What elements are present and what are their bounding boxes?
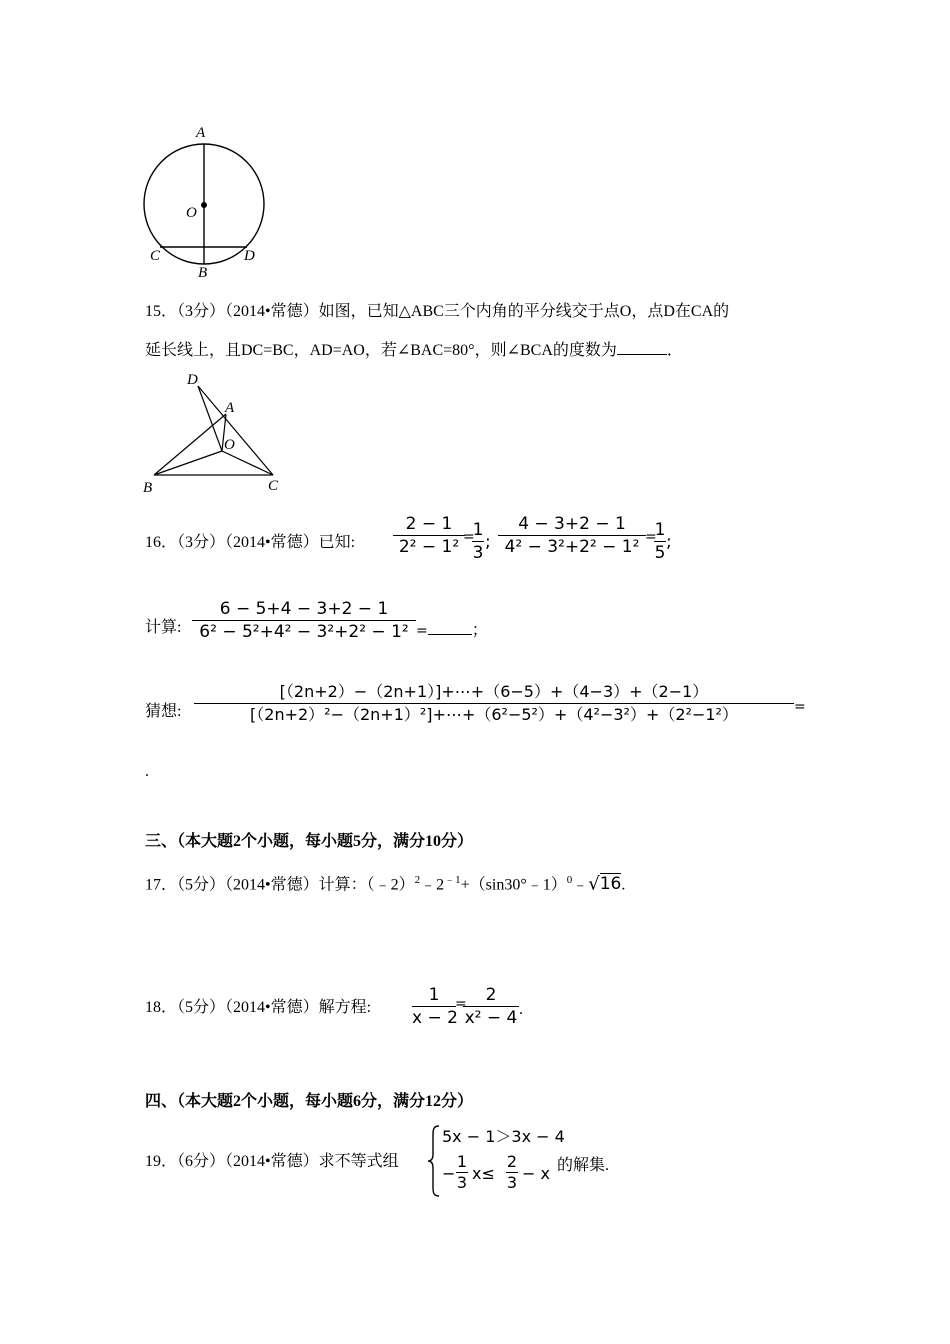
q19-end: 的解集. bbox=[557, 1157, 610, 1174]
q17-exp1: 2 bbox=[414, 874, 421, 886]
q16-calc-fraction bbox=[192, 598, 416, 643]
center-point bbox=[201, 202, 207, 208]
q16-f1-num: 2 − 1 bbox=[405, 514, 453, 534]
label-c2: C bbox=[268, 478, 279, 494]
q18-eq: = bbox=[455, 996, 467, 1012]
q16-eq2: = bbox=[645, 529, 657, 545]
q18-end: . bbox=[519, 1001, 523, 1018]
q16-calc-eq: = bbox=[416, 623, 428, 639]
side-ba bbox=[154, 414, 226, 475]
label-c: C bbox=[150, 248, 161, 264]
q16-result-2 bbox=[654, 519, 666, 564]
q18-r-num: 2 bbox=[485, 985, 497, 1005]
q18-intro: 18．（5分）（2014•常德）解方程: bbox=[145, 999, 372, 1016]
q16-f2-den: 4² − 3²+2² − 1² bbox=[504, 537, 640, 557]
q19-ineq2-post: − x bbox=[522, 1164, 550, 1183]
q19-ineq2-pre: − bbox=[442, 1164, 456, 1183]
label-o2: O bbox=[224, 437, 235, 453]
q17-end: . bbox=[621, 876, 626, 894]
q18-right-fraction bbox=[463, 984, 519, 1029]
q18-l-den: x − 2 bbox=[412, 1008, 458, 1028]
q16-calc-num: 6 − 5+4 − 3+2 − 1 bbox=[219, 599, 389, 619]
q16-calc-label: 计算: bbox=[145, 619, 182, 636]
q16-intro: 16．（3分）（2014•常德）已知: bbox=[145, 534, 356, 551]
q17-t3: +（sin30°﹣1） bbox=[460, 876, 567, 894]
line-bo bbox=[154, 451, 222, 475]
line-co bbox=[222, 451, 273, 475]
q19-intro: 19．（6分）（2014•常德）求不等式组 bbox=[145, 1153, 399, 1170]
sqrt-icon: √ bbox=[588, 873, 600, 895]
line-cd bbox=[198, 386, 273, 475]
q16-fraction-1 bbox=[393, 513, 465, 558]
circle-figure bbox=[135, 120, 275, 285]
q17-text: 17．（5分）（2014•常德）计算：（﹣2） bbox=[145, 876, 415, 894]
label-o: O bbox=[186, 205, 197, 221]
label-d2: D bbox=[187, 372, 198, 388]
q17-exp3: 0 bbox=[566, 874, 573, 886]
q16-r1-den: 3 bbox=[472, 543, 484, 563]
q19-f1-den: 3 bbox=[456, 1173, 468, 1192]
q16-result-1 bbox=[472, 519, 484, 564]
q16-guess-label: 猜想: bbox=[145, 703, 182, 720]
label-a2: A bbox=[225, 400, 235, 416]
q19-inequality-2 bbox=[442, 1152, 552, 1196]
q17-radicand: 16 bbox=[599, 874, 622, 895]
q16-guess-dot: . bbox=[145, 763, 149, 780]
q16-sep: ; bbox=[485, 532, 491, 552]
left-brace-icon bbox=[427, 1124, 441, 1198]
label-b: B bbox=[198, 265, 208, 281]
section-3-heading: 三、（本大题2个小题，每小题5分，满分10分） bbox=[145, 833, 474, 850]
q17-line bbox=[145, 870, 625, 895]
q17-t2: ﹣2 bbox=[420, 876, 445, 894]
q19-ineq2-mid: x≤ bbox=[472, 1164, 495, 1183]
q17-t4: ﹣ bbox=[572, 876, 589, 894]
q19-f2-den: 3 bbox=[506, 1173, 518, 1192]
q18-l-num: 1 bbox=[428, 985, 440, 1005]
q16-guess-fraction bbox=[194, 681, 794, 726]
q16-r1-num: 1 bbox=[472, 520, 484, 540]
q19-inequality-1: 5x − 1＞3x − 4 bbox=[442, 1127, 565, 1146]
q16-fraction-2 bbox=[498, 513, 646, 558]
q18-r-den: x² − 4 bbox=[464, 1008, 518, 1028]
label-d: D bbox=[244, 248, 255, 264]
q16-calc-blank bbox=[428, 620, 472, 635]
q19-frac-1 bbox=[456, 1152, 468, 1193]
q15-line1: 15．（3分）（2014•常德）如图，已知△ABC三个内角的平分线交于点O，点D在CA的 bbox=[145, 303, 730, 320]
q16-guess-eq: = bbox=[794, 699, 806, 715]
q16-calc-end: ； bbox=[471, 622, 488, 639]
q19-frac-2 bbox=[506, 1152, 518, 1193]
q15-answer-blank bbox=[617, 354, 667, 355]
q19-f1-num: 1 bbox=[456, 1152, 468, 1171]
q16-f1-den: 2² − 1² bbox=[398, 537, 460, 557]
q16-eq1: = bbox=[463, 529, 475, 545]
q17-exp2: ﹣1 bbox=[444, 874, 461, 886]
q16-sep2: ; bbox=[666, 532, 672, 552]
label-a: A bbox=[196, 125, 206, 141]
label-b2: B bbox=[143, 480, 153, 496]
section-4-heading: 四、（本大题2个小题，每小题6分，满分12分） bbox=[145, 1093, 474, 1110]
q19-f2-num: 2 bbox=[506, 1152, 518, 1171]
q16-r2-den: 5 bbox=[654, 543, 666, 563]
q16-guess-den: [（2n+2）²−（2n+1）²]+⋯+（6²−5²）+（4²−3²）+（2²−1²） bbox=[250, 705, 738, 724]
line-dao bbox=[198, 386, 222, 451]
q16-f2-num: 4 − 3+2 − 1 bbox=[518, 514, 626, 534]
q16-calc-answer bbox=[416, 617, 488, 640]
q16-guess-num: [（2n+2）−（2n+1）]+⋯+（6−5）+（4−3）+（2−1） bbox=[279, 682, 709, 701]
q16-r2-num: 1 bbox=[654, 520, 666, 540]
q16-calc-den: 6² − 5²+4² − 3²+2² − 1² bbox=[199, 622, 409, 642]
q15-end: ． bbox=[666, 342, 683, 359]
q15-line2-text: 延长线上，且DC=BC，AD=AO，若∠BAC=80°，则∠BCA的度数为 bbox=[145, 342, 617, 359]
triangle-figure bbox=[140, 368, 290, 498]
q15-line2 bbox=[145, 341, 683, 361]
q18-left-fraction bbox=[412, 984, 456, 1029]
